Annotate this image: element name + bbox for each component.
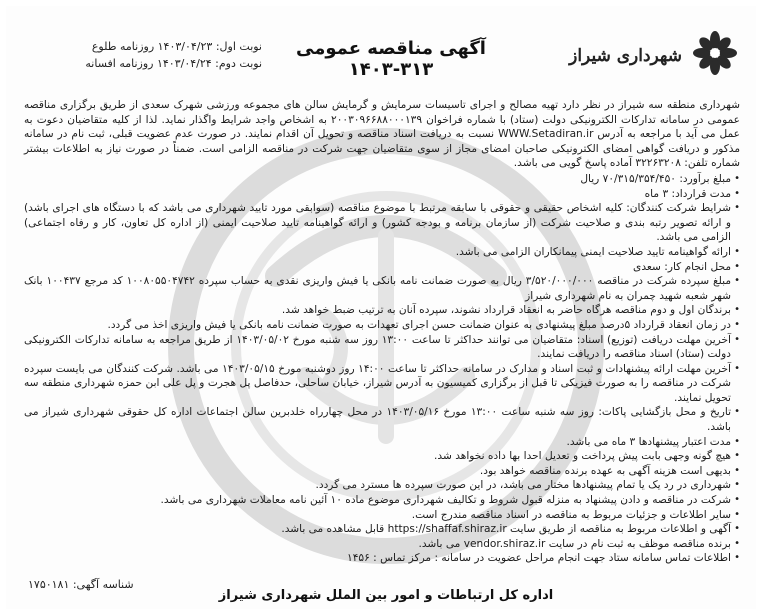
shiraz-municipality-logo [569,30,738,82]
conditions-list [24,172,740,566]
list-item: • در زمان انعقاد قرارداد ۵درصد مبلغ پیشنهادی به عنوان ضمانت حسن اجرای تعهدات به صورت ضمانت نامه بانکی یا فیش واریزی اخذ می گردد. [24,318,740,333]
list-item: • محل انجام کار: سعدی [24,260,740,275]
list-item: • برندگان اول و دوم مناقصه هرگاه حاضر به انعقاد قرارداد نشوند، سپرده آنان به ترتیب ضبط خواهد شد. [24,303,740,318]
page-title: آگهی مناقصه عمومی ۳۱۳-۱۴۰۳ [296,38,486,80]
announcement-page [6,6,756,609]
list-item: • مدت اعتبار پیشنهادها ۳ ماه می باشد. [24,435,740,450]
list-item: • هیچ گونه وجهی بابت پیش پرداخت و تعدیل احدا بها داده نخواهد شد. [24,449,740,464]
intro-paragraph: شهرداری منطقه سه شیراز در نظر دارد تهیه مصالح و اجرای تاسیسات سرمایش و گرمایش سالن های مجموعه ورزشی شهرک سعدی از طریق برگزاری مناقصه عمومی در سامانه تدارکات الکترونیکی دولت (ستاد) با شماره فراخوان ۲۰۰۳۰۹۶۶۸۸۰۰۰۱۳۹ به اشخاص واجد شرایط واگذار نماید. لذا از کلیه متقاضیان دعوت به عمل می آید با مراجعه به آدرس WWW.Setadiran.ir نسبت به دریافت اسناد مناقصه و تحویل آن اقدام نمایند. در صورت عدم عضویت قبلی، ثبت نام در سامانه مذکور و دریافت گواهی امضای الکترونیکی صاحبان امضای مجاز از سوی متقاضیان جهت شرکت در مناقصه الزامی است. ضمناً در صورت نیاز به اطلاعات بیشتر شماره تلفن: ۳۲۲۶۳۲۰۸ آماده پاسخ گویی می باشد. [24,99,741,170]
list-item: • شرکت در مناقصه و دادن پیشنهاد به منزله قبول شروط و تکالیف شهرداری موضوع ماده ۱۰ آئین نامه معاملات شهرداری می باشد. [24,493,740,508]
list-item: • مدت قرارداد: ۳ ماه [24,187,740,202]
list-item[interactable]: • آگهی و اطلاعات مربوط به مناقصه از طریق سایت https://shaffaf.shiraz.ir قابل مشاهده می باشد. [24,522,740,537]
list-item: • آخرین مهلت دریافت (توزیع) اسناد: متقاضیان می توانند حداکثر تا ساعت ۱۳:۰۰ روز سه شنبه مورخ ۱۴۰۳/۰۵/۰۲ از طریق مراجعه به سامانه تدارکات الکترونیکی دولت (ستاد) اسناد مناقصه را دریافت نمایند. [24,333,740,362]
list-item: • سایر اطلاعات و جزئیات مربوط به مناقصه در اسناد مناقصه مندرج است. [24,508,740,523]
list-item[interactable]: • برنده مناقصه موظف به ثبت نام در سایت vendor.shiraz.ir می باشد. [24,537,740,552]
announcement-body [24,98,740,566]
list-item: • بدیهی است هزینه آگهی به عهده برنده مناقصه خواهد بود. [24,464,740,479]
list-item: • شهرداری در رد یک یا تمام پیشنهادها مختار می باشد، در این صورت سپرده ها مسترد می گردد. [24,478,740,493]
issuing-organization: اداره کل ارتباطات و امور بین الملل شهرداری شیراز [218,588,554,603]
shiraz-flower-icon [692,30,738,76]
logo-text: شهرداری شیراز [569,46,682,66]
list-item: • مبلغ سپرده شرکت در مناقصه ۳/۵۲۰/۰۰۰/۰۰۰ ریال به صورت ضمانت نامه بانکی یا فیش واریزی نقدی به حساب سپرده ۱۰۰۸۰۵۵۰۴۷۴۲ کد مرجع ۱۰۰۴۳۷ بانک شهر شعبه شهید چمران به نام شهرداری شیراز [24,274,740,303]
list-item: • ارائه گواهینامه تایید صلاحیت ایمنی پیمانکاران الزامی می باشد. [24,245,740,260]
publication-dates [62,38,262,72]
ad-id: شناسه آگهی: ۱۷۵۰۱۸۱ [28,578,134,591]
list-item: • آخرین مهلت ارائه پیشنهادات و ثبت اسناد و مدارک در سامانه حداکثر تا ساعت ۱۴:۰۰ روز دوشنبه مورخ ۱۴۰۳/۰۵/۱۵ می باشد. شرکت کنندگان می بایست سپرده شرکت در مناقصه را به صورت فیزیکی تا قبل از برگزاری کمیسیون به آدرس شیراز، خیابان ساحلی، حدفاصل پل هجرت و پل علی ابن حمزه شهرداری منطقه سه تحویل نمایند. [24,362,740,406]
list-item: • مبلغ برآورد: ۷۰/۳۱۵/۳۵۴/۴۵۰ ریال [24,172,740,187]
list-item: • اطلاعات تماس سامانه ستاد جهت انجام مراحل عضویت در سامانه : مرکز تماس : ۱۴۵۶ [24,551,740,566]
list-item: • شرایط شرکت کنندگان: کلیه اشخاص حقیقی و حقوقی با سابقه مرتبط با موضوع مناقصه (سوابقی مورد تایید شهرداری می باشد که با دستگاه های اجرای باشد) و ارائه تصویر رتبه بندی و صلاحیت شرکت (از سازمان برنامه و بودجه کشور) و ارائه گواهینامه تایید صلاحیت ایمنی (از اداره کل تعاون، کار و رفاه اجتماعی) الزامی می باشد. [24,201,740,245]
date-first: نوبت اول: ۱۴۰۳/۰۴/۲۳ روزنامه طلوع [91,40,262,53]
list-item: • تاریخ و محل بازگشایی پاکات: روز سه شنبه ساعت ۱۳:۰۰ مورخ ۱۴۰۳/۰۵/۱۶ در محل چهارراه خلدبرین سالن اجتماعات اداره کل حقوقی شهرداری شیراز می باشد. [24,405,740,434]
header [6,28,756,88]
date-second: نوبت دوم: ۱۴۰۳/۰۴/۲۴ روزنامه افسانه [85,57,262,70]
